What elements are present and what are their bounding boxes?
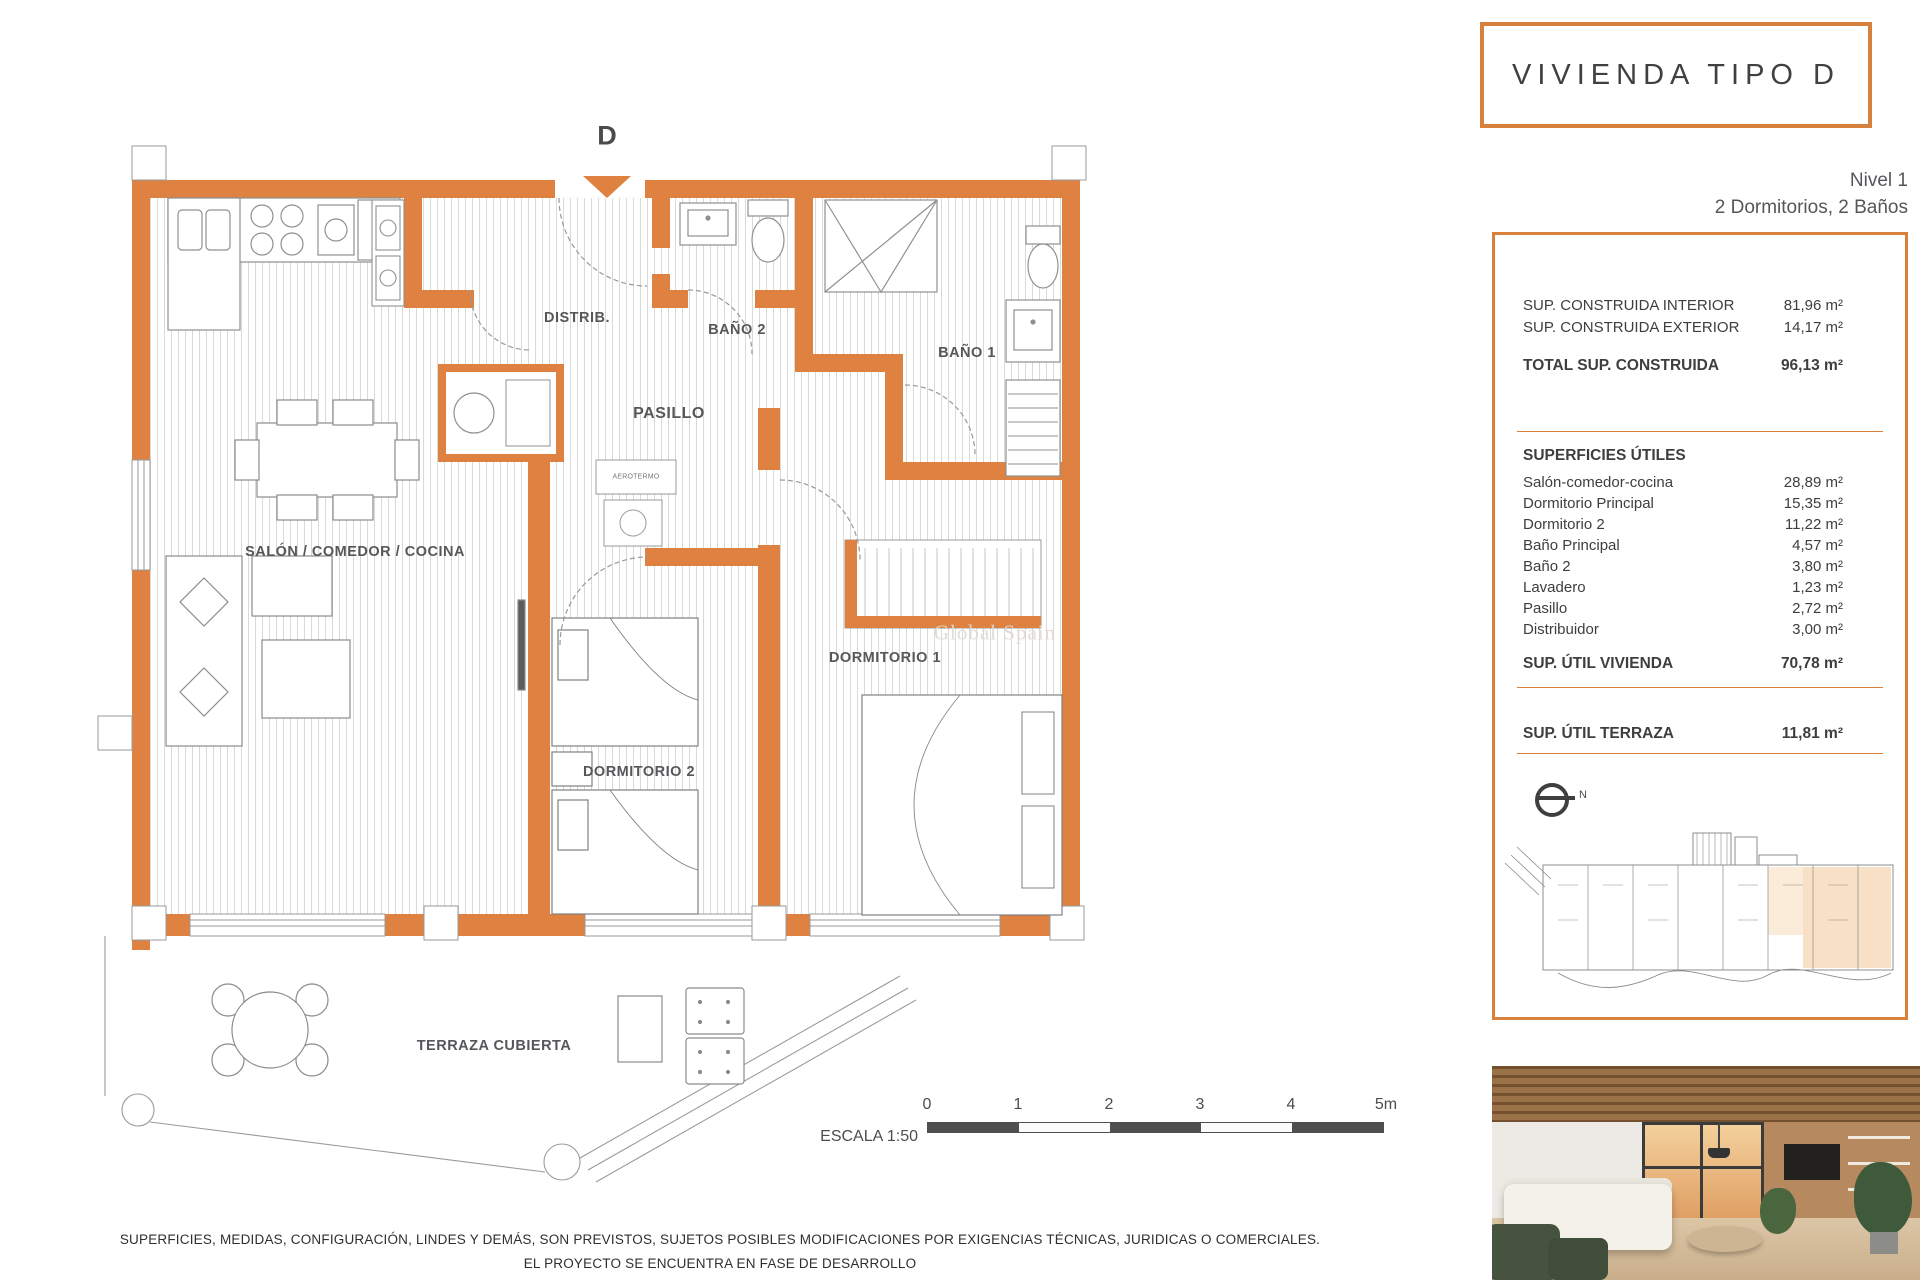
north-label: N <box>1579 789 1587 801</box>
photo-window-mullion <box>1642 1166 1764 1169</box>
surface-panel <box>1492 232 1908 1020</box>
key-plan <box>1503 825 1903 1015</box>
scale-tick-4: 4 <box>1286 1096 1296 1113</box>
useful-row: Pasillo 2,72 m² <box>1523 600 1843 617</box>
scale-tick-5: 5m <box>1374 1096 1398 1113</box>
useful-row: Baño 2 3,80 m² <box>1523 558 1843 575</box>
useful-surfaces-header: SUPERFICIES ÚTILES <box>1523 447 1686 464</box>
photo-ceiling <box>1492 1066 1920 1122</box>
photo-pendant-lamp <box>1718 1122 1720 1148</box>
room-label-salon: SALÓN / COMEDOR / COCINA <box>245 544 465 560</box>
photo-coffee-table <box>1688 1226 1762 1252</box>
useful-row: Salón-comedor-cocina 28,89 m² <box>1523 474 1843 491</box>
divider-line-3 <box>1517 753 1883 754</box>
useful-row: Baño Principal 4,57 m² <box>1523 537 1843 554</box>
room-label-dorm1: DORMITORIO 1 <box>828 650 942 666</box>
scale-tick-1: 1 <box>1013 1096 1023 1113</box>
subtitle <box>1715 168 1908 221</box>
terrace-furniture <box>212 984 744 1084</box>
row-built-interior: SUP. CONSTRUIDA INTERIOR 81,96 m² <box>1523 297 1843 314</box>
row-built-exterior: SUP. CONSTRUIDA EXTERIOR 14,17 m² <box>1523 319 1843 336</box>
useful-row: Dormitorio 2 11,22 m² <box>1523 516 1843 533</box>
scale-tick-2: 2 <box>1104 1096 1114 1113</box>
row-total-built: TOTAL SUP. CONSTRUIDA 96,13 m² <box>1523 357 1843 374</box>
photo-window-mullion <box>1700 1122 1703 1222</box>
scale-tick-0: 0 <box>922 1096 932 1113</box>
photo-armchair <box>1548 1238 1608 1280</box>
watermark: Global Spain <box>933 620 1057 645</box>
photo-plant-pot <box>1870 1232 1898 1254</box>
page-title: VIVIENDA TIPO D <box>1512 58 1840 91</box>
aerotermo-label: AEROTERMO <box>612 473 660 481</box>
entry-arrow-icon <box>583 176 631 198</box>
photo-plant <box>1854 1162 1912 1236</box>
scale-tick-3: 3 <box>1195 1096 1205 1113</box>
useful-row: Dormitorio Principal 15,35 m² <box>1523 495 1843 512</box>
useful-row: Lavadero 1,23 m² <box>1523 579 1843 596</box>
disclaimer <box>60 1228 1380 1275</box>
level-text: Nivel 1 <box>1849 170 1908 191</box>
north-compass-bar <box>1539 796 1575 800</box>
entry-letter: D <box>597 120 617 151</box>
scale-bar <box>927 1122 1384 1133</box>
config-text: 2 Dormitorios, 2 Baños <box>1714 196 1908 218</box>
useful-row: Distribuidor 3,00 m² <box>1523 621 1843 638</box>
divider-line-1 <box>1517 431 1883 432</box>
photo-shelf <box>1848 1136 1910 1139</box>
divider-line-2 <box>1517 687 1883 688</box>
disclaimer-line1: SUPERFICIES, MEDIDAS, CONFIGURACIÓN, LINDES Y DEMÁS, SON PREVISTOS, SUJETOS POSIBLES MODIFICACIONES POR EXIGENCIAS TÉCNICAS, JURIDICAS O COMERCIALES. <box>119 1232 1321 1247</box>
interior-photo <box>1492 1066 1920 1280</box>
room-label-dorm2: DORMITORIO 2 <box>582 764 696 780</box>
room-label-bano2: BAÑO 2 <box>708 322 766 338</box>
row-useful-total: SUP. ÚTIL VIVIENDA 70,78 m² <box>1523 655 1843 672</box>
room-label-bano1: BAÑO 1 <box>938 345 996 361</box>
north-compass-icon <box>1535 783 1569 817</box>
row-terrace-total: SUP. ÚTIL TERRAZA 11,81 m² <box>1523 725 1843 742</box>
disclaimer-line2: EL PROYECTO SE ENCUENTRA EN FASE DE DESARROLLO <box>523 1255 917 1271</box>
room-label-terraza: TERRAZA CUBIERTA <box>416 1038 572 1054</box>
room-label-distrib: DISTRIB. <box>543 310 611 326</box>
scale-label: ESCALA 1:50 <box>820 1128 918 1145</box>
photo-pendant-shade <box>1708 1148 1730 1158</box>
room-label-pasillo: PASILLO <box>633 405 705 422</box>
bedroom1-furniture <box>845 540 1062 915</box>
laundry-stack <box>372 200 404 306</box>
title-box <box>1480 22 1872 128</box>
photo-tv <box>1784 1144 1840 1180</box>
